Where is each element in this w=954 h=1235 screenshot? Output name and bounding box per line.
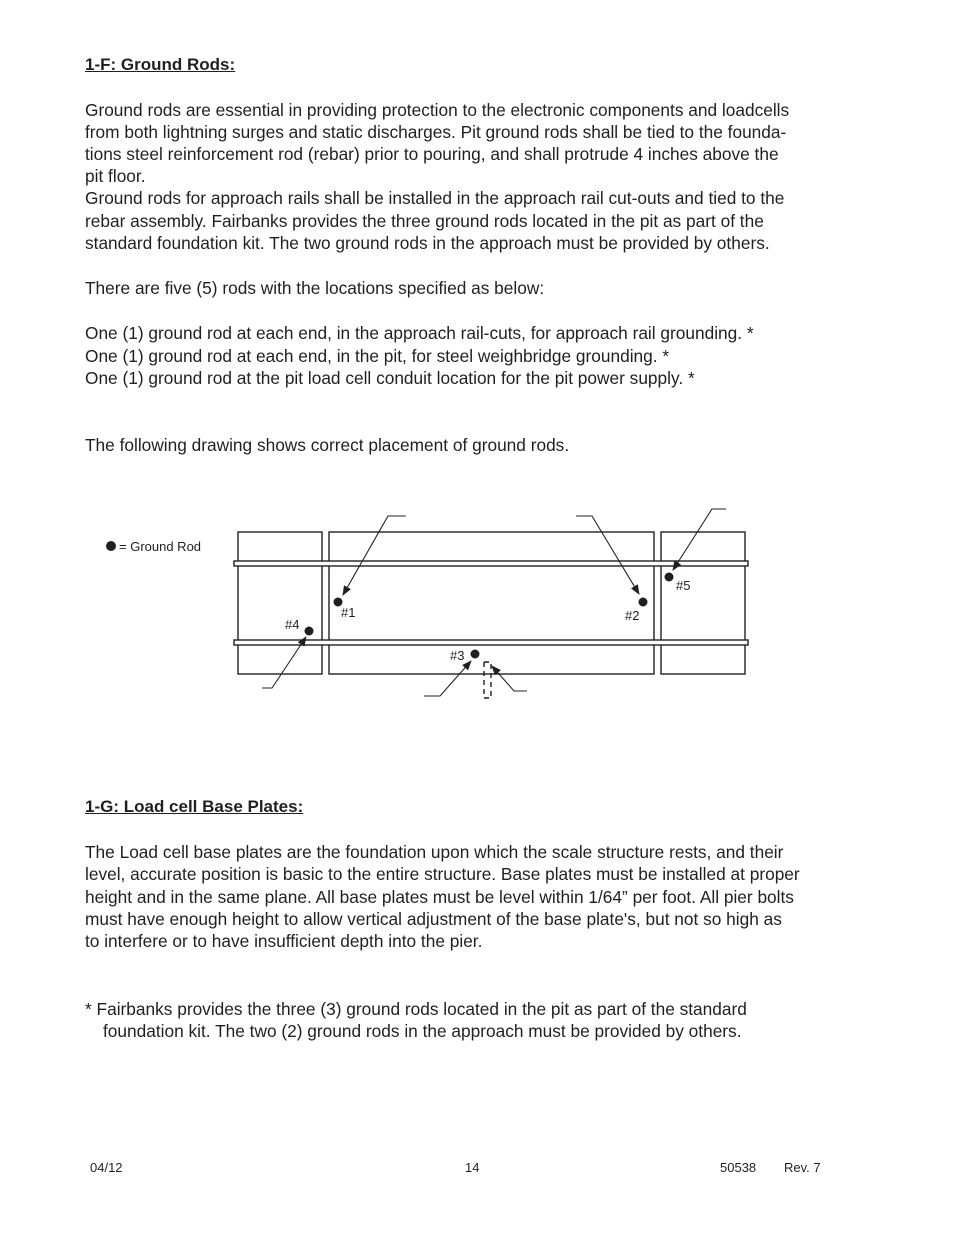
paragraph-line: height and in the same plane. All base plates must be level within 1/64” per foot. All pier bolts [85, 887, 794, 907]
drawing-intro-text: The following drawing shows correct placement of ground rods. [85, 435, 570, 455]
paragraph-line: The Load cell base plates are the foundation upon which the scale structure rests, and their [85, 842, 784, 862]
left-approach-outline [238, 532, 322, 674]
bottom-rail [234, 640, 748, 645]
paragraph-line: tions steel reinforcement rod (rebar) prior to pouring, and shall protrude 4 inches above the [85, 144, 779, 164]
footer-date: 04/12 [90, 1160, 123, 1175]
top-rail [234, 561, 748, 566]
footer-doc-number: 50538 [720, 1160, 757, 1175]
ground-rod-5 [665, 573, 674, 582]
rods-count-text: There are five (5) rods with the locations specified as below: [85, 278, 545, 298]
list-item: One (1) ground rod at each end, in the pit, for steel weighbridge grounding. * [85, 346, 670, 366]
paragraph-line: Ground rods for approach rails shall be installed in the approach rail cut-outs and tied to the [85, 188, 785, 208]
leader-arrow-1 [343, 516, 406, 595]
footer-revision: Rev. 7 [784, 1160, 821, 1175]
leader-arrow-2 [576, 516, 639, 594]
paragraph-line: standard foundation kit. The two ground rods in the approach must be provided by others. [85, 233, 770, 253]
ground-rod-4 [305, 627, 314, 636]
leader-arrow-conduit [492, 666, 527, 691]
paragraph-line: pit floor. [85, 166, 146, 186]
rod-label-1: #1 [341, 605, 356, 620]
list-item: One (1) ground rod at the pit load cell conduit location for the pit power supply. * [85, 368, 695, 388]
list-item: One (1) ground rod at each end, in the approach rail-cuts, for approach rail grounding. * [85, 323, 754, 343]
paragraph-line: rebar assembly. Fairbanks provides the three ground rods located in the pit as part of the [85, 211, 764, 231]
section-heading-ground-rods: 1-F: Ground Rods: [85, 55, 236, 74]
leader-arrow-3 [424, 661, 471, 696]
rod-label-3: #3 [450, 648, 465, 663]
paragraph-line: Ground rods are essential in providing protection to the electronic components and loadcells [85, 100, 790, 120]
paragraph-line: must have enough height to allow vertical adjustment of the base plate's, but not so high as [85, 909, 782, 929]
footer-page-number: 14 [465, 1160, 480, 1175]
legend-dot [106, 541, 116, 551]
legend-text: = Ground Rod [119, 539, 202, 554]
ground-rod-2 [639, 598, 648, 607]
footnote-line-2: foundation kit. The two (2) ground rods in the approach must be provided by others. [103, 1021, 742, 1041]
section-heading-base-plates: 1-G: Load cell Base Plates: [85, 797, 304, 816]
rod-label-5: #5 [676, 578, 691, 593]
footnote-line-1: * Fairbanks provides the three (3) ground rods located in the pit as part of the standard [85, 999, 747, 1019]
paragraph-line: level, accurate position is basic to the entire structure. Base plates must be installed at proper [85, 864, 800, 884]
rod-label-2: #2 [625, 608, 640, 623]
rod-label-4: #4 [285, 617, 300, 632]
paragraph-line: to interfere or to have insufficient depth into the pier. [85, 931, 483, 951]
ground-rod-3 [471, 650, 480, 659]
right-approach-outline [661, 532, 745, 674]
pit-outline [329, 532, 654, 674]
conduit-outline [484, 662, 491, 698]
paragraph-line: from both lightning surges and static discharges. Pit ground rods shall be tied to the founda- [85, 122, 787, 142]
